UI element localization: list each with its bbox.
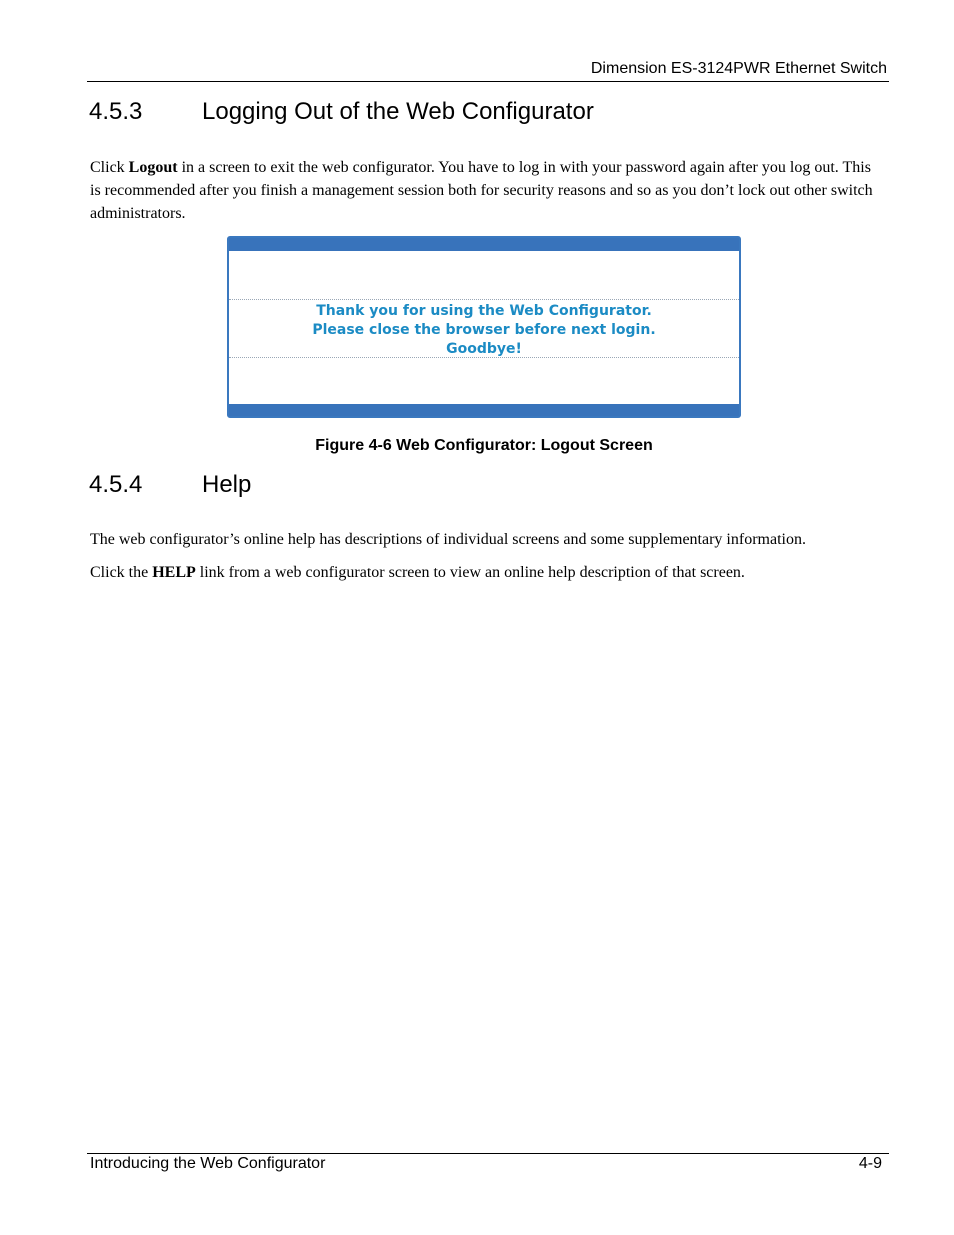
text-run: Click the xyxy=(90,564,153,581)
help-paragraph-2 xyxy=(90,561,880,584)
header-rule xyxy=(87,81,889,82)
figure-bottom-bar xyxy=(229,404,739,416)
footer-rule xyxy=(87,1153,889,1154)
figure-caption: Figure 4-6 Web Configurator: Logout Screen xyxy=(315,437,653,454)
section-title: Help xyxy=(202,471,252,498)
footer-page-number: 4-9 xyxy=(858,1155,882,1172)
section-number: 4.5.4 xyxy=(89,471,143,498)
section-title: Logging Out of the Web Configurator xyxy=(202,98,594,125)
help-term: HELP xyxy=(152,564,196,581)
text-run: Click xyxy=(90,159,129,176)
text-run: in a screen to exit the web configurator. You have to log in with your password again after you log out. This is recommended after you finish a management session both for security reasons and so as you don’t lock out other switch administrators. xyxy=(90,159,873,222)
logout-message-line-3: Goodbye! xyxy=(446,341,522,357)
logout-screen-figure xyxy=(227,236,741,418)
logout-message-line-2: Please close the browser before next login. xyxy=(312,322,656,338)
help-paragraph-1: The web configurator’s online help has descriptions of individual screens and some supplementary information. xyxy=(90,531,806,548)
section-number: 4.5.3 xyxy=(89,98,143,125)
logout-paragraph xyxy=(90,156,880,225)
figure-top-bar xyxy=(229,238,739,251)
logout-term: Logout xyxy=(128,159,178,176)
section-heading-4-5-4 xyxy=(89,471,251,499)
logout-message xyxy=(229,302,739,359)
section-heading-4-5-3 xyxy=(89,98,594,126)
logout-message-line-1: Thank you for using the Web Configurator. xyxy=(316,303,652,319)
page-header-title: Dimension ES-3124PWR Ethernet Switch xyxy=(590,60,887,77)
figure-dotted-divider xyxy=(229,299,739,300)
text-run: link from a web configurator screen to view an online help description of that screen. xyxy=(195,564,745,581)
footer-chapter-title: Introducing the Web Configurator xyxy=(90,1155,326,1172)
figure-dotted-divider xyxy=(229,357,739,358)
